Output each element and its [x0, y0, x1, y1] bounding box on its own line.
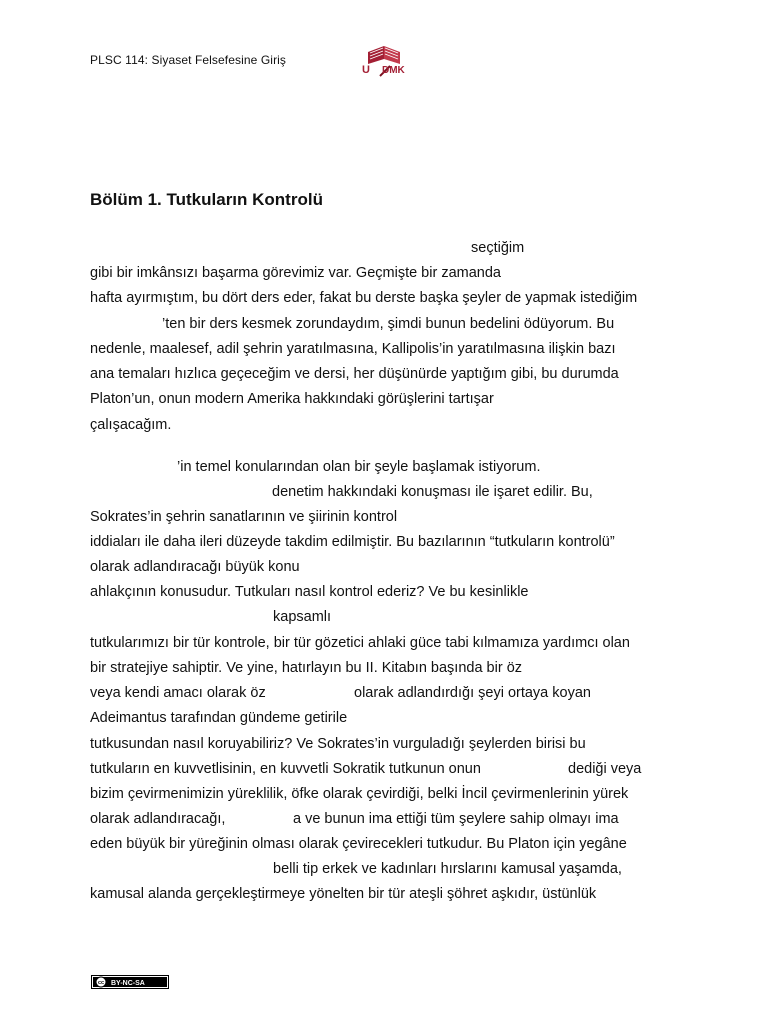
text-line: bizim çevirmenimizin yüreklilik, öfke olarak çevirdiği, belki İncil çevirmenlerinin yürek [90, 786, 629, 802]
text-line: nedenle, maalesef, adil şehrin yaratılmasına, Kallipolis’in yaratılmasına ilişkin bazı [90, 341, 616, 357]
text-line: Adeimantus tarafından gündeme getirile [90, 710, 348, 726]
text-line: seçtiğim [471, 240, 525, 256]
svg-text:cc: cc [97, 980, 105, 986]
course-title: PLSC 114: Siyaset Felsefesine Giriş [90, 53, 287, 67]
text-line: ana temaları hızlıca geçeceğim ve dersi, her düşünürde yaptığım gibi, bu durumda [90, 366, 619, 382]
text-line: tutkularımızı bir tür kontrole, bir tür gözetici ahlaki güce tabi kılmamıza yardımcı olan [90, 635, 630, 651]
text-line: kapsamlı [273, 609, 332, 625]
uadmk-logo [360, 42, 412, 78]
text-line: denetim hakkındaki konuşması ile işaret edilir. Bu, [272, 484, 593, 500]
text-line: a ve bunun ima ettiği tüm şeylere sahip olmayı ima [293, 811, 619, 827]
chapter-title: Bölüm 1. Tutkuların Kontrolü [90, 190, 323, 209]
text-line: Platon’un, onun modern Amerika hakkındaki görüşlerini tartışar [90, 391, 494, 407]
svg-text:U: U [362, 64, 370, 76]
svg-text:DMK: DMK [382, 65, 405, 76]
text-line: tutkusundan nasıl koruyabiliriz? Ve Sokrates’in vurguladığı şeylerden birisi bu [90, 736, 586, 752]
text-line: olarak adlandıracağı, [90, 811, 226, 827]
text-line: ’ten bir ders kesmek zorundaydım, şimdi bunun bedelini ödüyorum. Bu [162, 316, 615, 332]
text-line: hafta ayırmıştım, bu dört ders eder, fakat bu derste başka şeyler de yapmak istediğim [90, 290, 638, 306]
text-line: bir stratejiye sahiptir. Ve yine, hatırlayın bu II. Kitabın başında bir öz [90, 660, 523, 676]
text-line: kamusal alanda gerçekleştirmeye yönelten bir tür ateşli şöhret aşkıdır, üstünlük [90, 886, 597, 902]
cc-license-badge[interactable] [91, 975, 169, 989]
text-line: belli tip erkek ve kadınları hırslarını kamusal yaşamda, [273, 861, 622, 877]
text-line: olarak adlandıracağı büyük konu [90, 559, 300, 575]
text-line: ’in temel konularından olan bir şeyle başlamak istiyorum. [177, 459, 541, 475]
text-line: gibi bir imkânsızı başarma görevimiz var. Geçmişte bir zamanda [90, 265, 501, 281]
text-line: olarak adlandırdığı şeyi ortaya koyan [354, 685, 591, 701]
text-line: iddiaları ile daha ileri düzeyde takdim edilmiştir. Bu bazılarının “tutkuların kontrolü” [90, 534, 615, 550]
text-line: tutkuların en kuvvetlisinin, en kuvvetli Sokratik tutkunun onun [90, 761, 481, 777]
text-line: dediği veya [568, 761, 642, 777]
text-line: veya kendi amacı olarak öz [90, 685, 266, 701]
license-label: BY-NC-SA [111, 980, 145, 987]
text-line: Sokrates’in şehrin sanatlarının ve şiirinin kontrol [90, 509, 398, 525]
text-line: çalışacağım. [90, 417, 172, 433]
text-line: eden büyük bir yüreğinin olması olarak çevirecekleri tutkudur. Bu Platon için yegâne [90, 836, 627, 852]
text-line: ahlakçının konusudur. Tutkuları nasıl kontrol ederiz? Ve bu kesinlikle [90, 584, 529, 600]
